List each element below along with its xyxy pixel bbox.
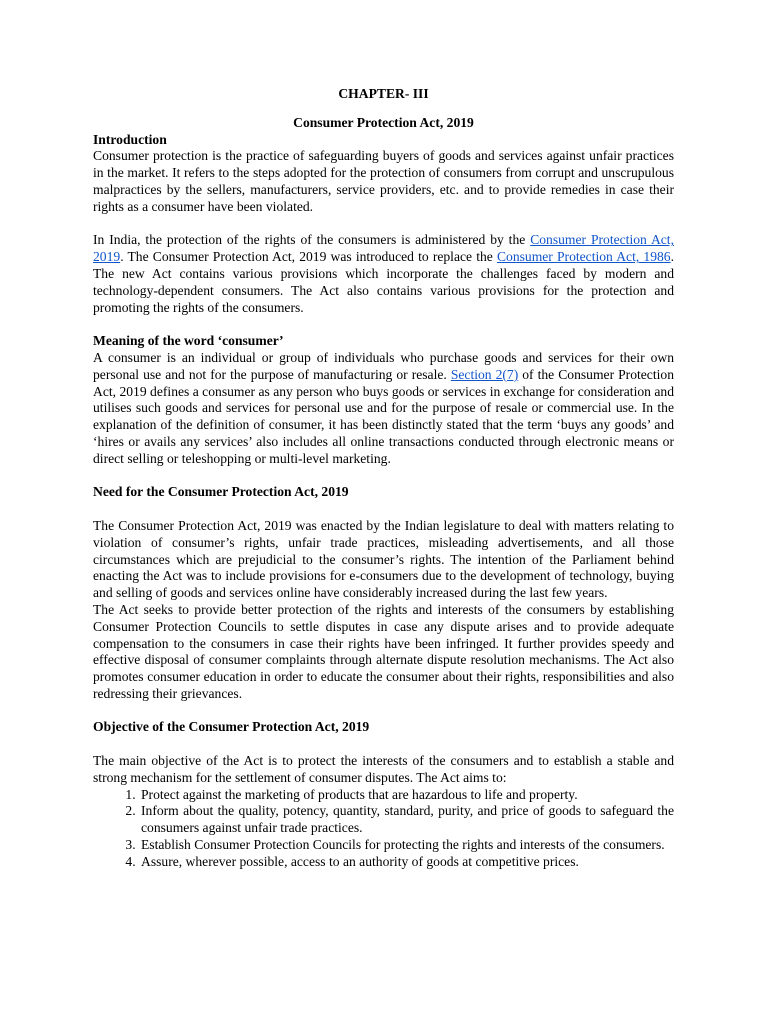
introduction-heading: Introduction bbox=[93, 131, 167, 147]
link-consumer-protection-act-1986[interactable]: Consumer Protection Act, 1986 bbox=[496, 249, 671, 265]
meaning-heading: Meaning of the word ‘consumer’ bbox=[93, 333, 284, 349]
list-item: 2. Inform about the quality, potency, quantity, standard, purity, and price of goods to safeguard the consumers against unfair trade practices. bbox=[139, 803, 674, 837]
chapter-heading: CHAPTER- III bbox=[338, 86, 429, 101]
introduction-paragraph-2: In India, the protection of the rights of the consumers is administered by the Consumer Protection Act, 2019. The Consumer Protection Act, 2019 was introduced to replace the Consumer Protection Act, 1986. The new Act contains various provisions which incorporate the challenges faced by modern and technology-dependent consumers. The Act also contains various provisions for the protection and promoting the rights of the consumers. bbox=[93, 232, 675, 315]
need-paragraph-1: The Consumer Protection Act, 2019 was enacted by the Indian legislature to deal with matters relating to violation of consumer’s rights, unfair trade practices, misleading advertisements, and all those circumstances which are prejudicial to the consumer’s rights. The intention of the Parliament behind enacting the Act was to include provisions for e-consumers due to the development of technology, buying and selling of goods and services online have considerably increased during the last few years. bbox=[93, 517, 674, 601]
list-item: 3. Establish Consumer Protection Councils for protecting the rights and interests of the consumers. bbox=[139, 837, 674, 854]
meaning-paragraph: A consumer is an individual or group of individuals who purchase goods and services for their own personal use and not for the purpose of manufacturing or resale. Section 2(7) of the Consumer Protection Act, 2019 defines a consumer as any person who buys goods or services in exchange for consideration and utilises such goods and services for personal use and for the purpose of resale or commercial use. In the explanation of the definition of consumer, it has been distinctly stated that the term ‘buys any goods’ and ‘hires or avails any services’ also includes all online transactions conducted through electronic means or direct selling or teleshopping or multi-level marketing. bbox=[93, 349, 674, 466]
page-title: Consumer Protection Act, 2019 bbox=[293, 114, 474, 130]
list-item: 4. Assure, wherever possible, access to an authority of goods at competitive prices. bbox=[139, 854, 674, 871]
link-section-2-7[interactable]: Section 2(7) bbox=[450, 366, 519, 382]
list-item: 1. Protect against the marketing of products that are hazardous to life and property. bbox=[139, 787, 674, 804]
objective-paragraph: The main objective of the Act is to protect the interests of the consumers and to establish a stable and strong mechanism for the settlement of consumer disputes. The Act aims to: bbox=[93, 753, 674, 785]
document-page bbox=[93, 86, 674, 871]
need-paragraph-2: The Act seeks to provide better protection of the rights and interests of the consumers by establishing Consumer Protection Councils to settle disputes in case any dispute arises and to provide adequate compensation to the consumers in case their rights have been infringed. It further provides speedy and effective disposal of consumer complaints through alternate dispute resolution mechanisms. The Act also promotes consumer education in order to educate the consumer about their rights, responsibilities and also redressing their grievances. bbox=[93, 601, 674, 701]
link-consumer-protection-act-2019[interactable]: Consumer Protection Act, 2019 bbox=[93, 232, 674, 265]
objective-list bbox=[93, 787, 674, 871]
need-heading: Need for the Consumer Protection Act, 2019 bbox=[93, 484, 349, 500]
introduction-paragraph-1: Consumer protection is the practice of safeguarding buyers of goods and services against unfair practices in the market. It refers to the steps adopted for the protection of consumers from corrupt and unscrupulous malpractices by the sellers, manufacturers, service providers, etc. and to provide remedies in case their rights as a consumer have been violated. bbox=[93, 148, 674, 214]
objective-heading: Objective of the Consumer Protection Act, 2019 bbox=[93, 719, 370, 735]
